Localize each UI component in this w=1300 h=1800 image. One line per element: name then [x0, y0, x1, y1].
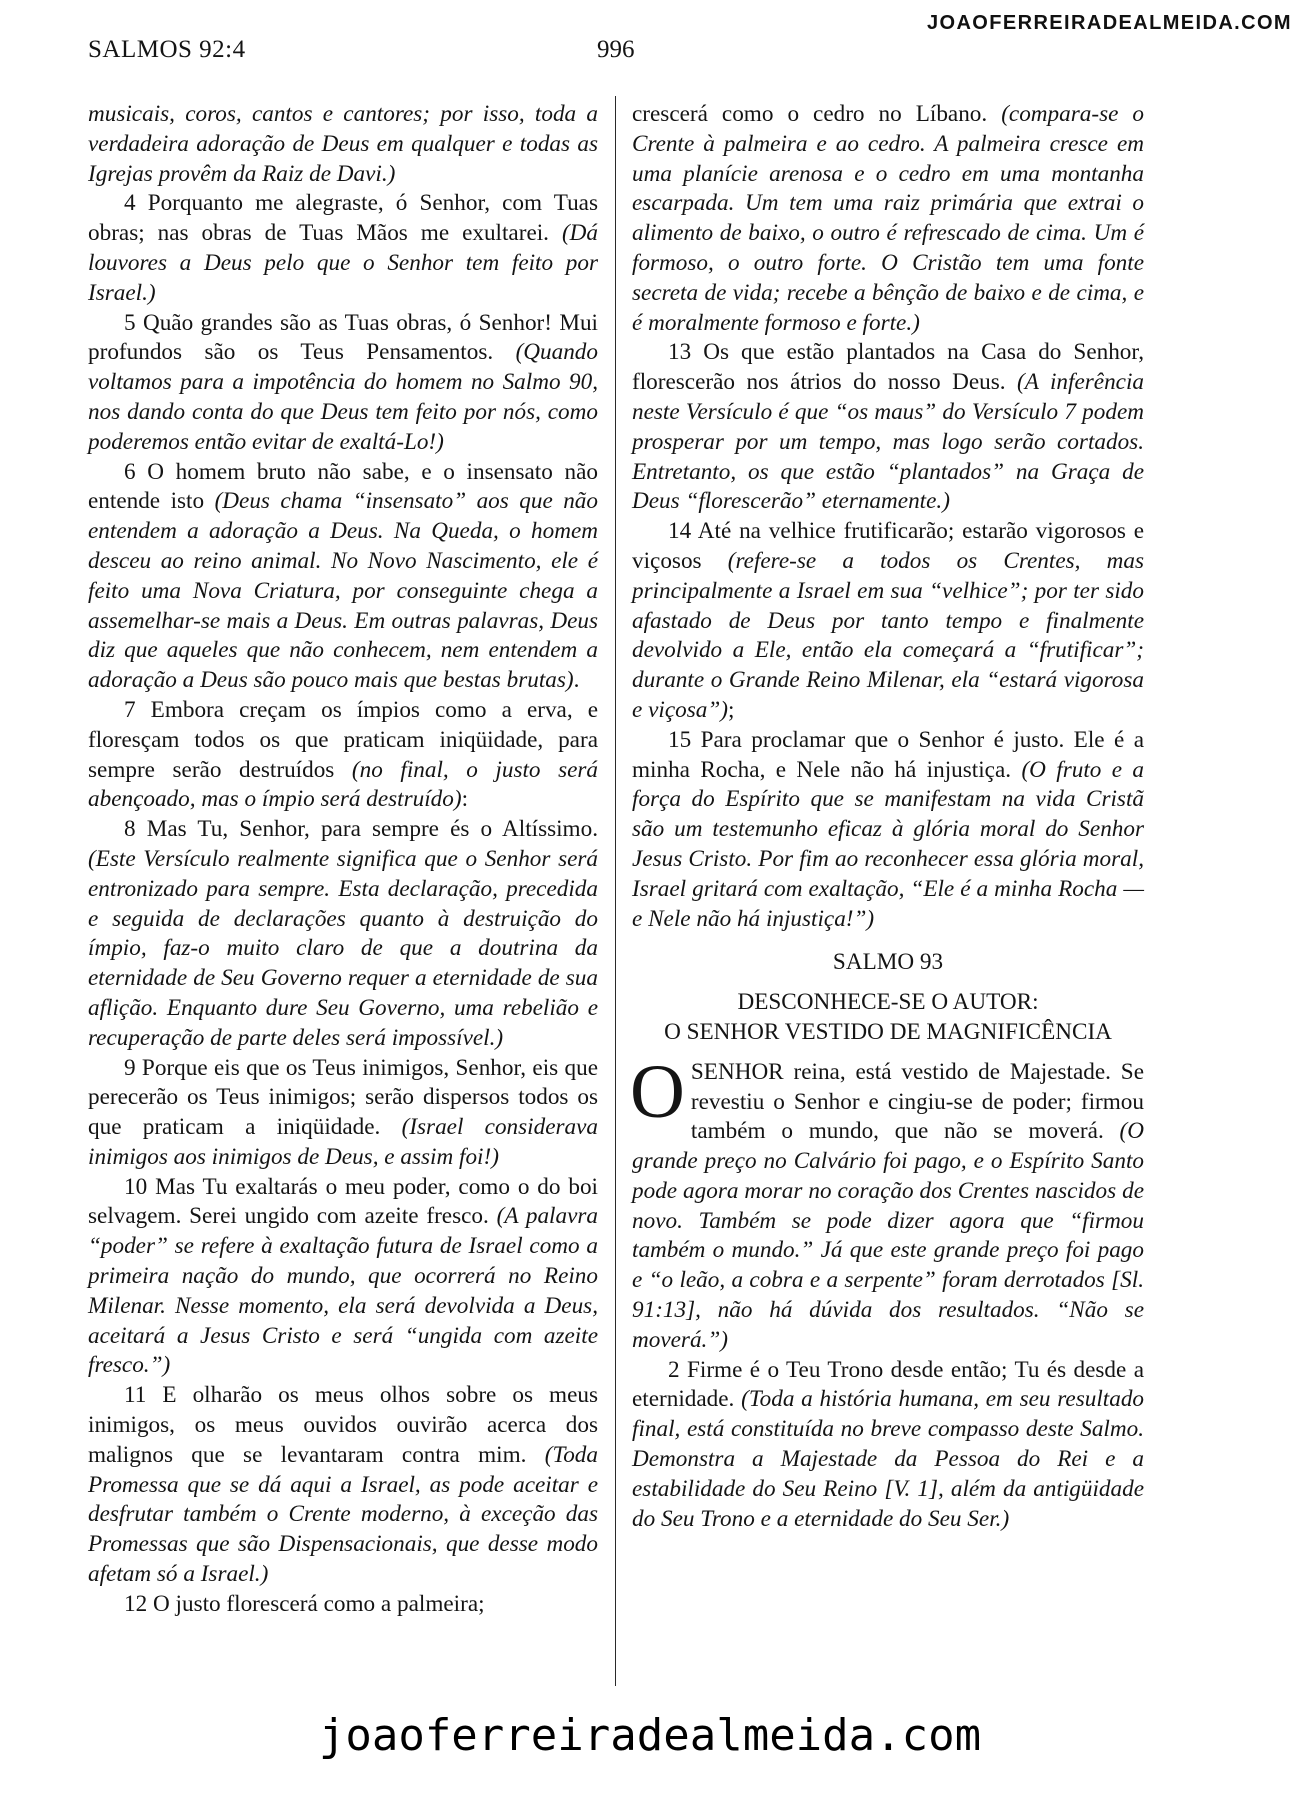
verse-14: [632, 517, 1144, 726]
verse-text: 10 Mas Tu exaltarás o meu poder, como o do boi selvagem. Serei ungido com azeite fresco.: [88, 1173, 598, 1230]
commentary: (Este Versículo realmente significa que o Senhor será entronizado para sempre. Esta declaração, precedida e seguida de declarações quanto à destruição do ímpio, faz-o muito claro de que a doutrina da eternidade de Seu Governo requer a eternidade de sua aflição. Enquanto dure Seu Governo, uma rebelião e recuperação de parte deles será impossível.): [88, 845, 598, 1051]
verse-7: [88, 696, 598, 815]
verse-15: [632, 726, 1144, 935]
verse-10: [88, 1173, 598, 1382]
verse-punctuation: :: [461, 786, 469, 813]
verse-text: 11 E olharão os meus olhos sobre os meus inimigos, os meus ouvidos ouvirão acerca dos malignos que se levantaram contra mim.: [88, 1382, 598, 1468]
verse-text: 4 Porquanto me alegraste, ó Senhor, com Tuas obras; nas obras de Tuas Mãos me exultarei.: [88, 190, 598, 247]
commentary: (Toda Promessa que se dá aqui a Israel, as pode aceitar e desfrutar também o Crente moderno, à exceção das Promessas que são Dispensacionais, que desse modo afetam só a Israel.): [88, 1441, 598, 1588]
psalm-93-verse-1: [630, 1049, 1145, 1356]
verse-13: [632, 338, 1144, 517]
verse-5: [88, 309, 598, 458]
verse-4: [88, 189, 598, 308]
verse-text: 15 Para proclamar que o Senhor é justo. Ele é a minha Rocha, e Nele não há injustiça.: [632, 726, 1144, 783]
verse-11: [88, 1381, 598, 1590]
commentary: (no final, o justo será abençoado, mas o ímpio será destruído): [88, 756, 599, 813]
verse-punctuation: ;: [727, 696, 735, 723]
verse-text: 13 Os que estão plantados na Casa do Senhor, florescerão nos átrios do nosso Deus.: [632, 339, 1144, 396]
verse-text: 12 O justo florescerá como a palmeira;: [124, 1590, 485, 1617]
commentary: (A inferência neste Versículo é que “os maus” do Versículo 7 podem prosperar por um tempo, mas logo serão cortados. Entretanto, os que estão “plantados” na Graça de Deus “florescerão” eternamente.): [632, 369, 1144, 515]
left-column: [88, 100, 598, 1620]
verse-3-comment-continuation: [88, 100, 598, 189]
verse-12: [88, 1590, 598, 1620]
psalm-author-line: DESCONHECE-SE O AUTOR:: [737, 989, 1039, 1016]
site-watermark-bottom: joaoferreiradealmeida.com: [318, 1710, 982, 1761]
psalm-93-verse-2: [632, 1356, 1144, 1535]
commentary: (Dá louvores a Deus pelo que o Senhor tem feito por Israel.): [88, 220, 599, 306]
site-watermark-top: JOAOFERREIRADEALMEIDA.COM: [926, 12, 1292, 34]
commentary: (Israel considerava inimigos aos inimigos de Deus, e assim foi!): [88, 1114, 599, 1170]
verse-text: 14 Até na velhice frutificarão; estarão vigorosos e viçosos: [632, 518, 1144, 574]
drop-cap: O: [630, 1049, 685, 1134]
commentary: (refere-se a todos os Crentes, mas principalmente a Israel em sua “velhice”; por ter sido afastado de Deus por tanto tempo e finalmente devolvido a Ele, então ela começará a “frutificar”; durante o Grande Reino Milenar, ela “estará vigorosa e viçosa”): [632, 547, 1145, 723]
verse-6: [88, 458, 598, 696]
right-column: [632, 100, 1144, 1534]
psalm-93-title: SALMO 93: [832, 949, 944, 976]
verse-text: 9 Porque eis que os Teus inimigos, Senhor, eis que perecerão os Teus inimigos; serão dispersos todos os que praticam a iniqüidade.: [88, 1054, 598, 1141]
commentary: (O fruto e a força do Espírito que se manifestam na vida Cristã são um testemunho eficaz à glória moral do Senhor Jesus Cristo. Por fim ao reconhecer essa glória moral, Israel gritará com exaltação, “Ele é a minha Rocha — e Nele não há injustiça!”): [632, 756, 1145, 932]
verse-text: SENHOR reina, está vestido de Majestade. Se revestiu o Senhor e cingiu-se de poder; firmou também o mundo, que não se moverá.: [690, 1058, 1144, 1145]
verse-8: [88, 815, 598, 1053]
column-divider: [615, 96, 616, 1686]
commentary: (Deus chama “insensato” aos que não entendem a adoração a Deus. Na Queda, o homem desceu ao reino animal. No Novo Nascimento, ele é feito uma Nova Criatura, por conseguinte chega a assemelhar-se mais a Deus. Em outras palavras, Deus diz que aqueles que não conhecem, nem entendem a adoração a Deus são pouco mais que bestas brutas): [88, 488, 598, 694]
verse-text: 5 Quão grandes são as Tuas obras, ó Senhor! Mui profundos são os Teus Pensamentos.: [88, 309, 598, 366]
verse-12-continuation: [632, 100, 1144, 338]
commentary: (O grande preço no Calvário foi pago, e o Espírito Santo pode agora morar no coração dos Crentes nascidos de novo. Também se pode dizer agora que “firmou também o mundo.” Já que este grande preço foi pago e “o leão, a cobra e a serpente” foram derrotados [Sl. 91:13], não há dúvida dos resultados. “Não se moverá.”): [632, 1118, 1145, 1353]
commentary: (A palavra “poder” se refere à exaltação futura de Israel como a primeira nação do mundo, que ocorrerá no Reino Milenar. Nesse momento, ela será devolvida a Deus, aceitará a Jesus Cristo e será “ungida com azeite fresco.”): [88, 1203, 598, 1379]
commentary: (Toda a história humana, em seu resultado final, está constituída no breve compasso deste Salmo. Demonstra a Majestade da Pessoa do Rei e a estabilidade do Seu Reino [V. 1], além da antigüidade do Seu Trono e a eternidade do Seu Ser.): [632, 1386, 1145, 1532]
running-head: SALMOS 92:4: [88, 36, 246, 63]
commentary: (compara-se o Crente à palmeira e ao cedro. A palmeira cresce em uma planície arenosa e o cedro em uma montanha escarpada. Um tem uma raiz primária que extrai o alimento de baixo, o outro é refrescado de cima. Um é formoso, o outro forte. O Cristão tem uma fonte secreta de vida; recebe a bênção de baixo e de cima, e é moralmente formoso e forte.): [632, 101, 1144, 336]
verse-text: crescerá como o cedro no Líbano.: [632, 101, 988, 127]
verse-text: 2 Firme é o Teu Trono desde então; Tu és desde a eternidade.: [632, 1356, 1144, 1413]
verse-text: 8 Mas Tu, Senhor, para sempre és o Altíssimo.: [124, 816, 598, 843]
verse-9: [88, 1054, 598, 1173]
psalm-subtitle: O SENHOR VESTIDO DE MAGNIFICÊNCIA: [664, 1018, 1112, 1045]
commentary: musicais, coros, cantos e cantores; por isso, toda a verdadeira adoração de Deus em qualquer e todas as Igrejas provêm da Raiz de Davi.): [88, 101, 598, 187]
commentary: (Quando voltamos para a impotência do homem no Salmo 90, nos dando conta do que Deus tem feito por nós, como poderemos então evitar de exaltá-Lo!): [88, 339, 598, 455]
verse-punctuation: .: [573, 667, 580, 694]
verse-text: 6 O homem bruto não sabe, e o insensato não entende isto: [88, 458, 598, 515]
verse-text: 7 Embora creçam os ímpios como a erva, e floresçam todos os que praticam iniqüidade, para sempre serão destruídos: [88, 696, 598, 783]
page-number: 996: [597, 36, 635, 63]
